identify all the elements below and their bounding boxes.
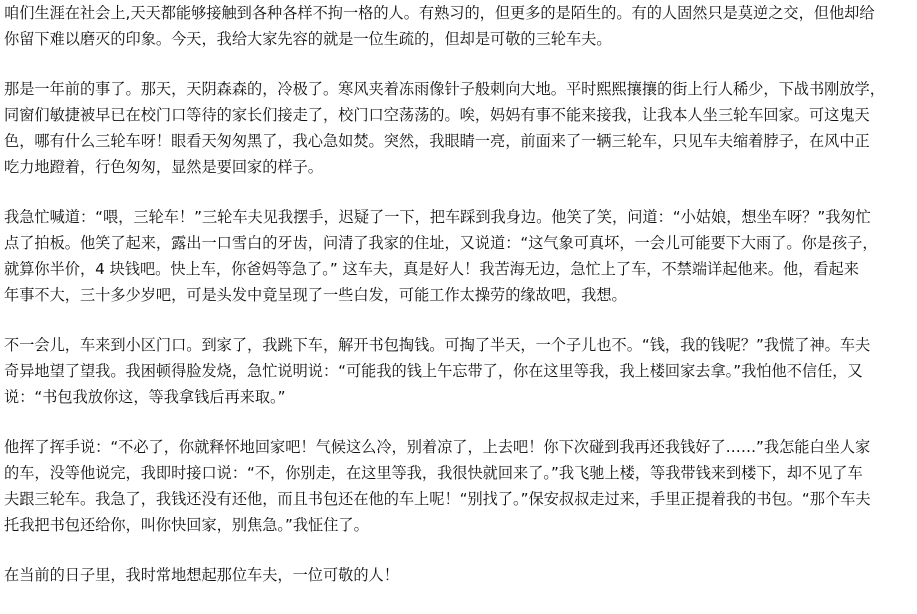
paragraph-spacer xyxy=(4,538,911,562)
text-line: 的车，没等他说完，我即时接口说：“不，你别走，在这里等我，我很快就回来了。”我飞驰上楼，等我带钱来到楼下，却不见了车 xyxy=(4,464,863,482)
paragraph-spacer xyxy=(4,410,911,434)
text-line: 就算你半价，4 块钱吧。快上车，你爸妈等急了。” 这车夫，真是好人！我苦海无边，急忙上了车，不禁端详起他来。他，看起来 xyxy=(4,260,859,278)
text-line: 同窗们敏捷被早已在校门口等待的家长们接走了，校门口空荡荡的。唉，妈妈有事不能来接我，让我本人坐三轮车回家。可这鬼天 xyxy=(4,106,870,124)
paragraph-4 xyxy=(4,332,911,410)
text-line: 我急忙喊道：“喂，三轮车！”三轮车夫见我摆手，迟疑了一下，把车踩到我身边。他笑了笑，问道：“小姑娘，想坐车呀？”我匆忙 xyxy=(4,208,871,226)
text-line: 点了拍板。他笑了起来，露出一口雪白的牙齿，问清了我家的住址，又说道：“这气象可真坏，一会儿可能要下大雨了。你是孩子， xyxy=(4,234,878,252)
text-line: 色，哪有什么三轮车呀！眼看天匆匆黑了，我心急如焚。突然，我眼睛一亮，前面来了一辆三轮车，只见车夫缩着脖子，在风中正 xyxy=(4,132,870,150)
paragraph-spacer xyxy=(4,308,911,332)
paragraph-6 xyxy=(4,562,911,588)
text-line: 吃力地蹬着，行色匆匆，显然是要回家的样子。 xyxy=(4,158,323,176)
paragraph-2 xyxy=(4,76,911,180)
text-line: 咱们生涯在社会上,天天都能够接触到各种各样不拘一格的人。有熟习的，但更多的是陌生的。有的人固然只是莫逆之交，但他却给 xyxy=(4,4,875,22)
text-line: 他挥了挥手说：“不必了，你就释怀地回家吧！气候这么冷，别着凉了，上去吧！你下次碰到我再还我钱好了……”我怎能白坐人家 xyxy=(4,438,871,456)
text-line: 托我把书包还给你，叫你快回家，别焦急。”我怔住了。 xyxy=(4,516,369,534)
text-line: 年事不大，三十多少岁吧，可是头发中竟呈现了一些白发，可能工作太操劳的缘故吧，我想。 xyxy=(4,286,627,304)
paragraph-spacer xyxy=(4,52,911,76)
paragraph-5 xyxy=(4,434,911,538)
paragraph-3 xyxy=(4,204,911,308)
text-line: 奇异地望了望我。我困顿得脸发烧，急忙说明说：“可能我的钱上午忘带了，你在这里等我，我上楼回家去拿。”我怕他不信任，又 xyxy=(4,362,863,380)
paragraph-spacer xyxy=(4,180,911,204)
text-line: 在当前的日子里，我时常地想起那位车夫，一位可敬的人！ xyxy=(4,566,399,584)
text-line: 说：“书包我放你这，等我拿钱后再来取。” xyxy=(4,388,286,406)
text-line: 不一会儿，车来到小区门口。到家了，我跳下车，解开书包掏钱。可掏了半天，一个子儿也不。“钱，我的钱呢？”我慌了神。车夫 xyxy=(4,336,871,354)
text-line: 你留下难以磨灭的印象。今天，我给大家先容的就是一位生疏的，但却是可敬的三轮车夫。 xyxy=(4,30,612,48)
text-line: 夫跟三轮车。我急了，我钱还没有还他，而且书包还在他的车上呢！“别找了。”保安叔叔走过来，手里正提着我的书包。“那个车夫 xyxy=(4,490,871,508)
text-line: 那是一年前的事了。那天，天阴森森的，冷极了。寒风夹着冻雨像针子般刺向大地。平时熙熙攘攘的街上行人稀少，下战书刚放学， xyxy=(4,80,885,98)
paragraph-1 xyxy=(4,0,911,52)
